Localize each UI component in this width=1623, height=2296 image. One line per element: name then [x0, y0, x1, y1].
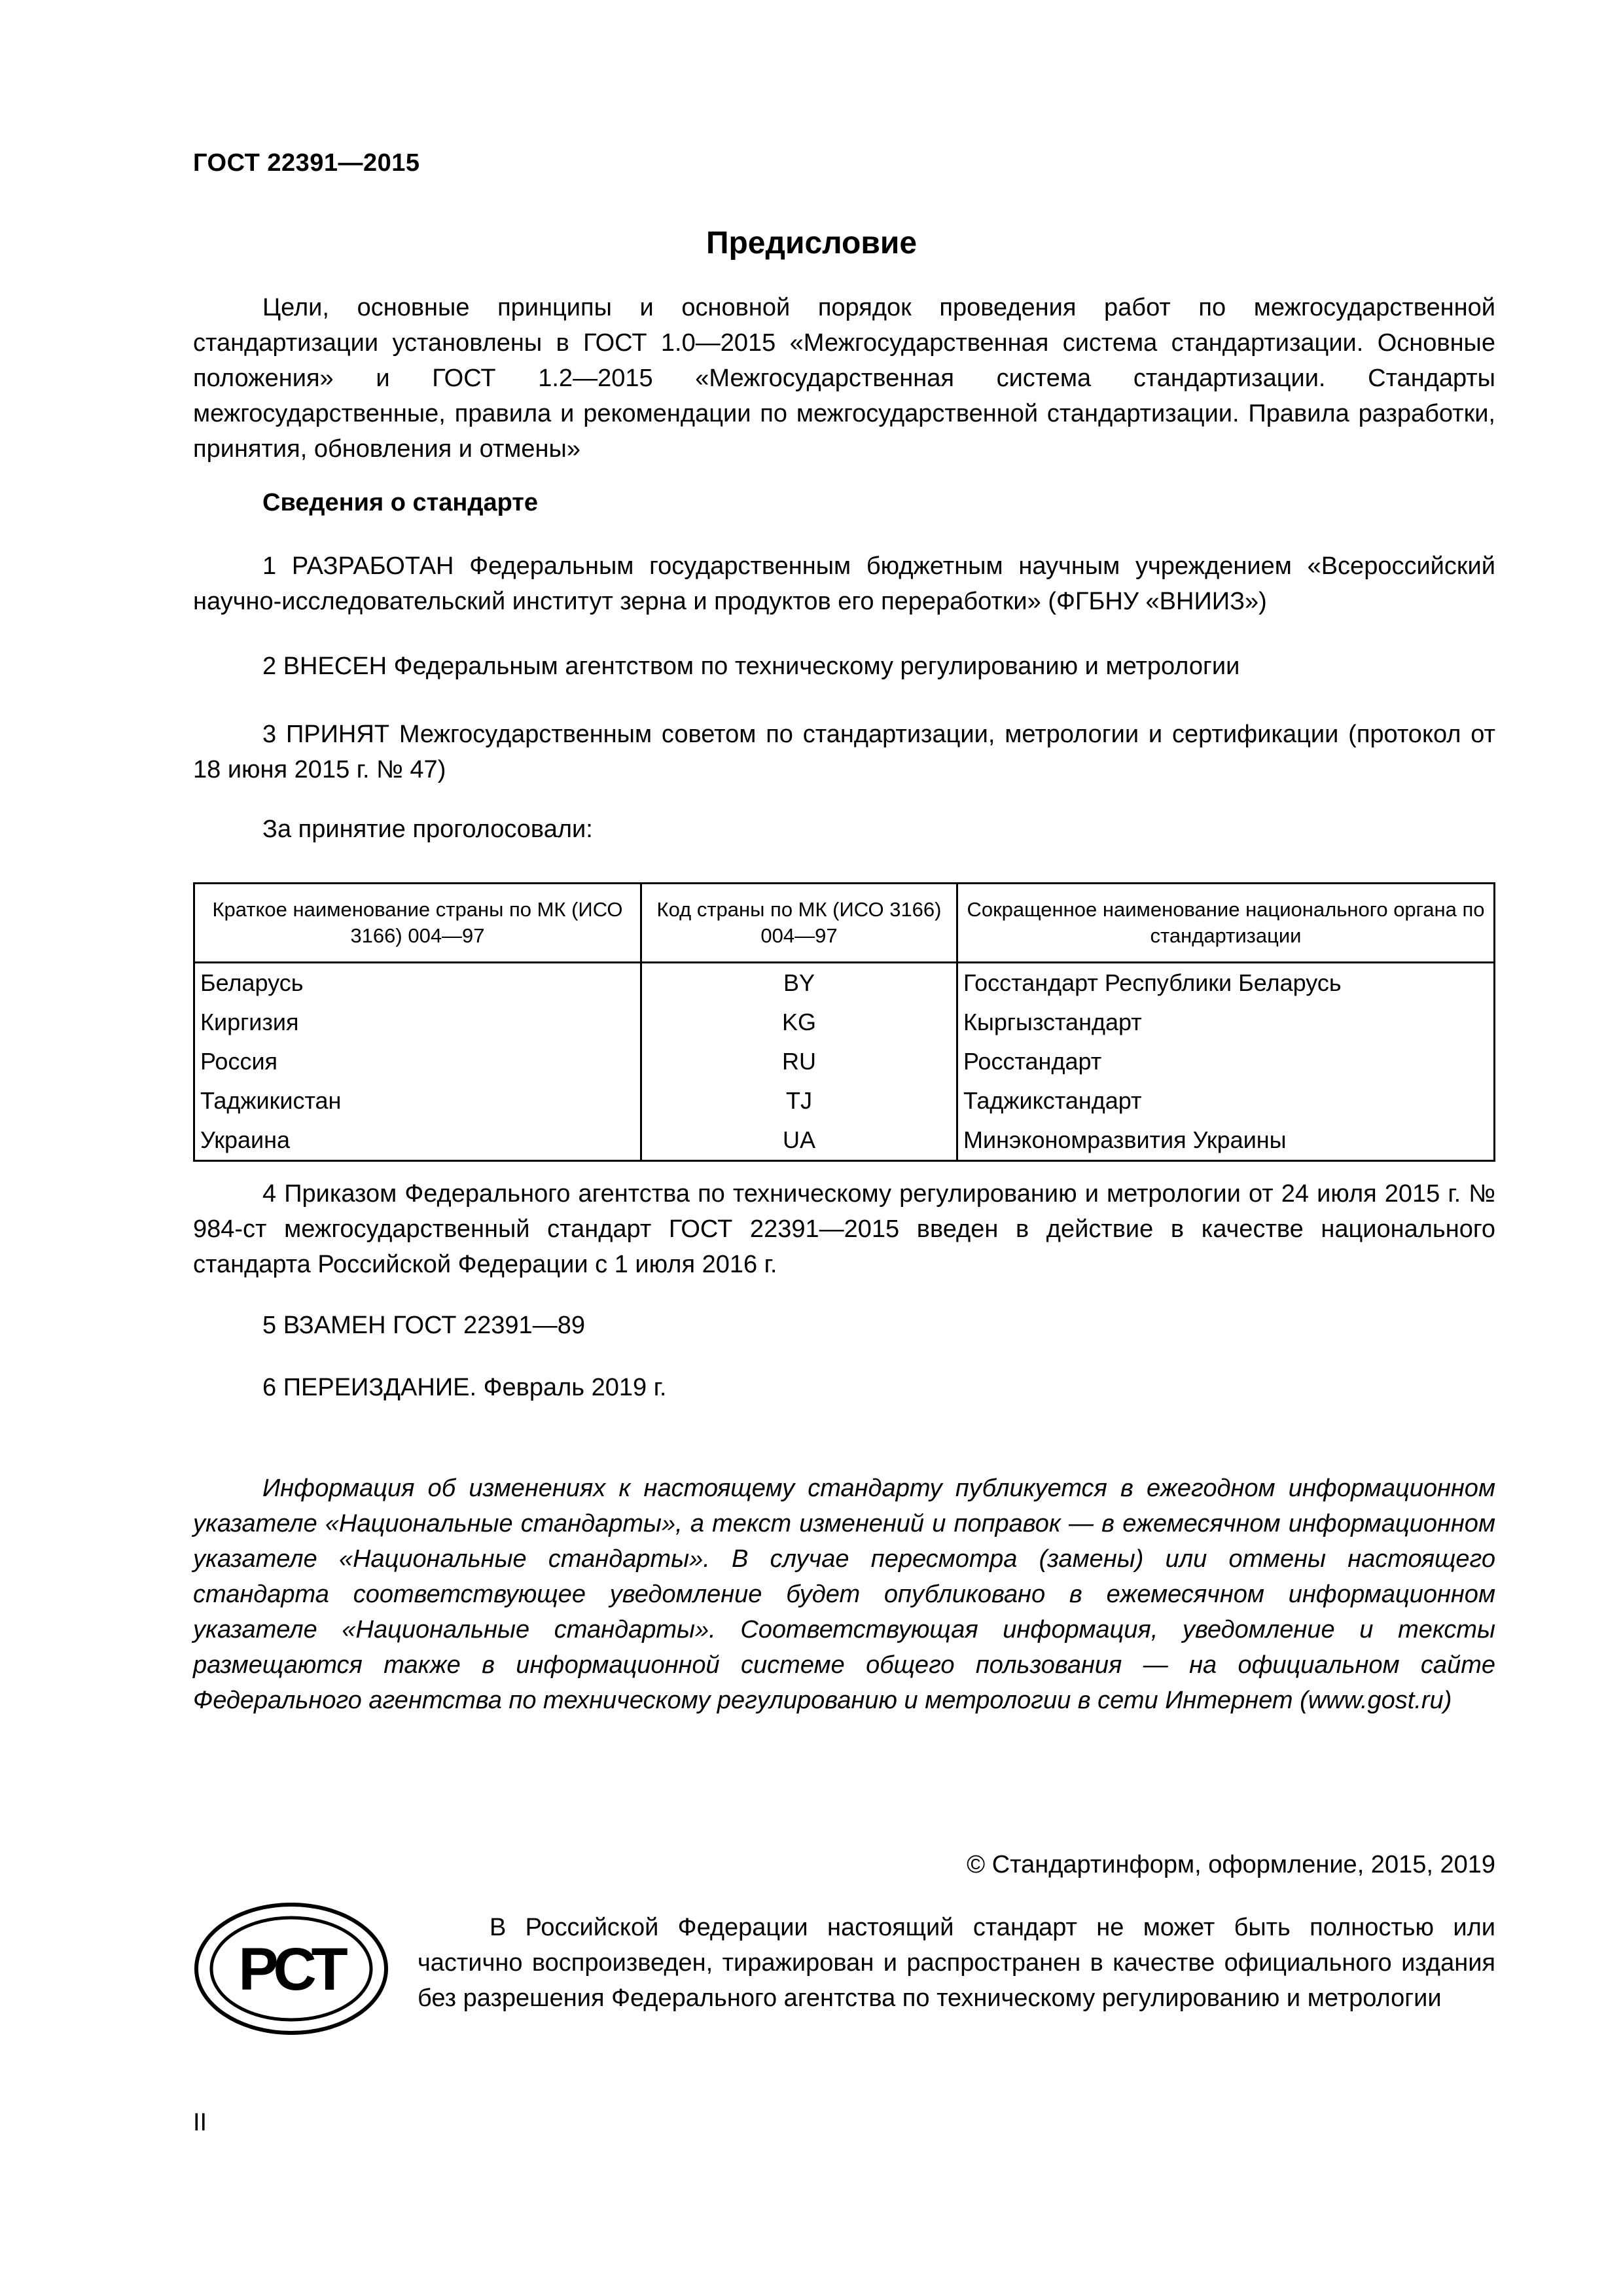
reproduction-notice: В Российской Федерации настоящий стандарт не может быть полностью или частично воспроизведен, тиражирован и распространен в качестве официального издания без разрешения Федерального агентства по техническому регулированию и метрологии: [418, 1914, 1495, 2012]
country-code: BY: [641, 963, 957, 1003]
changes-info: Информация об изменениях к настоящему стандарту публикуется в ежегодном информационном указателе «Национальные стандарты», а текст изменений и поправок — в ежемесячном информационном указателе «Национальные стандарты». В случае пересмотра (замены) или отмены настоящего стандарта соответствующее уведомление будет опубликовано в ежемесячном информационном указателе «Национальные стандарты». Соответствующая информация, уведомление и тексты размещаются также в информационной системе общего пользования — на официальном сайте Федерального агентства по техническому регулированию и метрологии в сети Интернет (www.gost.ru): [193, 1475, 1495, 1714]
voted-label: За принятие проголосовали:: [262, 816, 593, 843]
page-number: II: [193, 2109, 207, 2136]
country-code: KG: [641, 1003, 957, 1042]
page-title: Предисловие: [705, 226, 918, 260]
standards-body: Госстандарт Республики Беларусь: [957, 963, 1495, 1003]
item-4: 4 Приказом Федерального агентства по техническому регулированию и метрологии от 24 июля 2015 г. № 984-ст межгосударственный стандарт ГОСТ 22391—2015 введен в действие в качестве национального стандарта Российской Федерации с 1 июля 2016 г.: [193, 1180, 1495, 1278]
copyright: © Стандартинформ, оформление, 2015, 2019: [967, 1851, 1495, 1878]
info-heading: Сведения о стандарте: [262, 489, 539, 516]
logo-letters: РСТ: [238, 1936, 344, 2003]
country-name: Киргизия: [194, 1003, 641, 1042]
country-code: UA: [641, 1121, 957, 1161]
country-name: Беларусь: [194, 963, 641, 1003]
table-row: [194, 1003, 1495, 1042]
intro-paragraph: Цели, основные принципы и основной порядок проведения работ по межгосударственной стандартизации установлены в ГОСТ 1.0—2015 «Межгосударственная система стандартизации. Основные положения» и ГОСТ 1.2—2015 «Межгосударственная система стандартизации. Стандарты межгосударственные, правила и рекомендации по межгосударственной стандартизации. Правила разработки, принятия, обновления и отмены»: [193, 294, 1495, 463]
country-name: Таджикистан: [194, 1081, 641, 1121]
item-6: 6 ПЕРЕИЗДАНИЕ. Февраль 2019 г.: [262, 1374, 667, 1401]
standards-body: Кыргызстандарт: [957, 1003, 1495, 1042]
header-country-name: Краткое наименование страны по МК (ИСО 3166) 004—97: [194, 884, 641, 963]
table-row: [194, 1042, 1495, 1081]
pst-certification-mark-icon: [193, 1898, 389, 2045]
voting-table: [193, 882, 1495, 1162]
country-name: Россия: [194, 1042, 641, 1081]
header-country-code: Код страны по МК (ИСО 3166) 004—97: [641, 884, 957, 963]
country-code: RU: [641, 1042, 957, 1081]
document-id: ГОСТ 22391—2015: [193, 149, 420, 177]
country-code: TJ: [641, 1081, 957, 1121]
standards-body: Минэкономразвития Украины: [957, 1121, 1495, 1161]
item-2: 2 ВНЕСЕН Федеральным агентством по техническому регулированию и метрологии: [262, 653, 1240, 680]
table-row: [194, 963, 1495, 1003]
standards-body: Росстандарт: [957, 1042, 1495, 1081]
header-standards-body: Сокращенное наименование национального органа по стандартизации: [957, 884, 1495, 963]
table-header-row: [194, 884, 1495, 963]
item-5: 5 ВЗАМЕН ГОСТ 22391—89: [262, 1312, 585, 1339]
table-row: [194, 1121, 1495, 1161]
item-3: 3 ПРИНЯТ Межгосударственным советом по стандартизации, метрологии и сертификации (протокол от 18 июня 2015 г. № 47): [193, 721, 1495, 783]
table-row: [194, 1081, 1495, 1121]
item-1: 1 РАЗРАБОТАН Федеральным государственным бюджетным научным учреждением «Всероссийский научно-исследовательский институт зерна и продуктов его переработки» (ФГБНУ «ВНИИЗ»): [193, 552, 1495, 615]
country-name: Украина: [194, 1121, 641, 1161]
standards-body: Таджикстандарт: [957, 1081, 1495, 1121]
